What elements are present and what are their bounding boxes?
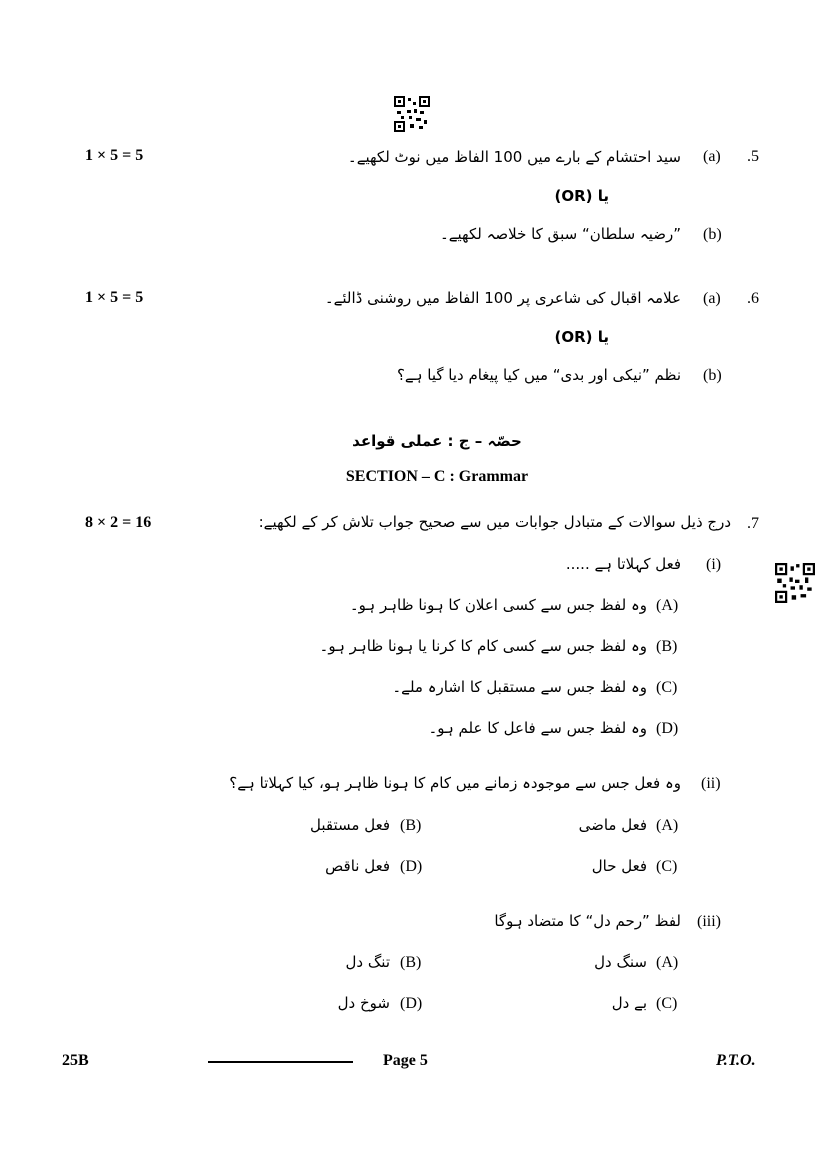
q7-ii-option-c-text: فعل حال [591, 857, 647, 875]
q7-iii-option-c-label: (C) [656, 995, 678, 1012]
qr-code-side [775, 563, 815, 603]
q7-iii-option-a-label: (A) [656, 954, 679, 971]
qr-code-top [394, 96, 430, 132]
q6-a-label: (a) [703, 290, 721, 307]
q5-a-text: سید احتشام کے بارے میں 100 الفاظ میں نوٹ لکھیے۔ [347, 148, 681, 166]
footer-page-number: Page 5 [383, 1052, 428, 1069]
q7-ii-option-b-text: فعل مستقبل [310, 816, 390, 834]
footer-divider [208, 1061, 353, 1063]
q7-iii-option-b-text: تنگ دل [345, 953, 390, 971]
q7-iii-option-d-label: (D) [400, 995, 423, 1012]
q7-i-option-b-label: (B) [656, 638, 678, 655]
q6-b-text: نظم ”نیکی اور بدی“ میں کیا پیغام دیا گیا ہے؟ [396, 366, 681, 384]
q7-iii-text: لفظ ”رحم دل“ کا متضاد ہوگا [494, 912, 681, 930]
q6-b-label: (b) [703, 367, 722, 384]
q7-ii-option-b-label: (B) [400, 817, 422, 834]
q7-iii-option-c-text: بے دل [611, 994, 647, 1012]
q7-ii-option-d-text: فعل ناقص [325, 857, 390, 875]
q7-i-label: (i) [706, 556, 722, 573]
q6-marks: 1 × 5 = 5 [85, 289, 144, 306]
q6-a-text: علامہ اقبال کی شاعری پر 100 الفاظ میں روشنی ڈالئے۔ [324, 289, 681, 307]
q5-a-label: (a) [703, 148, 721, 165]
q7-text: درج ذیل سوالات کے متبادل جوابات میں سے صحیح جواب تلاش کر کے لکھیے: [258, 513, 731, 531]
q7-number: .7 [747, 515, 759, 532]
q5-or: یا (OR) [554, 187, 609, 205]
q7-i-option-d-label: (D) [656, 720, 679, 737]
q7-ii-label: (ii) [701, 775, 721, 792]
section-heading-urdu: حصّہ – ج : عملی قواعد [352, 432, 522, 450]
q7-iii-label: (iii) [697, 913, 721, 930]
q7-i-option-c-label: (C) [656, 679, 678, 696]
q6-number: .6 [747, 290, 759, 307]
q7-marks: 8 × 2 = 16 [85, 514, 152, 531]
q5-b-label: (b) [703, 226, 722, 243]
q7-ii-text: وہ فعل جس سے موجودہ زمانے میں کام کا ہونا ظاہر ہو، کیا کہلاتا ہے؟ [229, 774, 681, 792]
q6-or: یا (OR) [554, 328, 609, 346]
q7-i-option-a-label: (A) [656, 597, 679, 614]
q7-ii-option-a-text: فعل ماضی [578, 816, 647, 834]
footer-paper-code: 25B [62, 1052, 89, 1069]
q7-i-option-b-text: وہ لفظ جس سے کسی کام کا کرنا یا ہونا ظاہر ہو۔ [319, 637, 647, 655]
footer-pto: P.T.O. [716, 1052, 756, 1069]
q7-i-option-c-text: وہ لفظ جس سے مستقبل کا اشارہ ملے۔ [392, 678, 647, 696]
q7-iii-option-a-text: سنگ دل [594, 953, 647, 971]
q7-ii-option-d-label: (D) [400, 858, 423, 875]
q7-iii-option-d-text: شوخ دل [337, 994, 390, 1012]
q7-i-option-a-text: وہ لفظ جس سے کسی اعلان کا ہونا ظاہر ہو۔ [349, 596, 647, 614]
q7-ii-option-a-label: (A) [656, 817, 679, 834]
q5-marks: 1 × 5 = 5 [85, 147, 144, 164]
q5-b-text: ”رضیہ سلطان“ سبق کا خلاصہ لکھیے۔ [439, 225, 681, 243]
q7-iii-option-b-label: (B) [400, 954, 422, 971]
q7-ii-option-c-label: (C) [656, 858, 678, 875]
q7-i-option-d-text: وہ لفظ جس سے فاعل کا علم ہو۔ [428, 719, 647, 737]
q5-number: .5 [747, 148, 759, 165]
section-heading-english: SECTION – C : Grammar [345, 468, 529, 485]
q7-i-text: فعل کہلاتا ہے ..... [565, 555, 681, 573]
